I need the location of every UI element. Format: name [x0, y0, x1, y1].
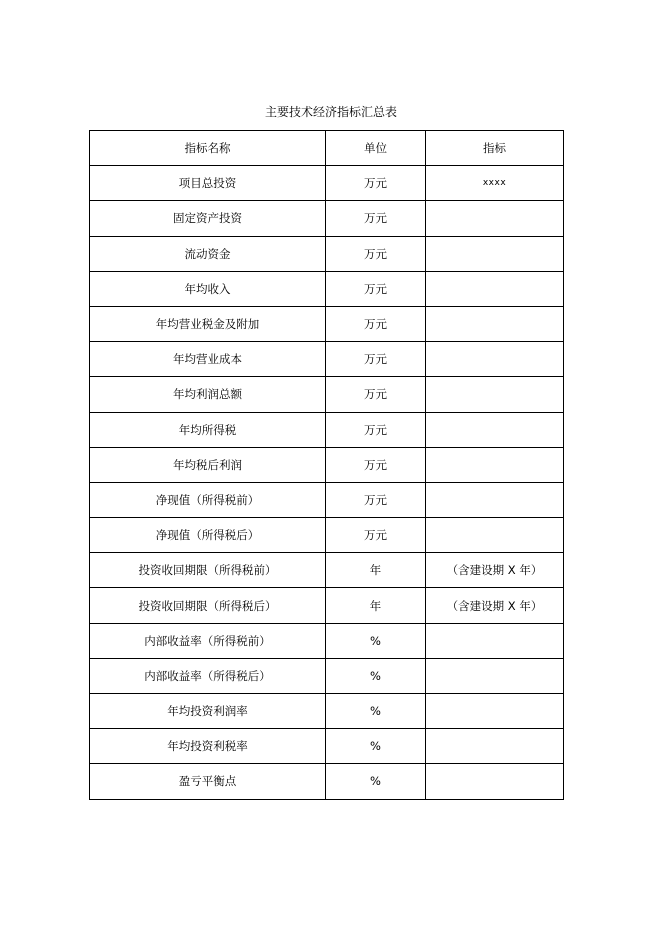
table-body: [90, 166, 564, 799]
cell-unit: 年: [326, 588, 426, 623]
cell-value: [426, 306, 564, 341]
table-row: [90, 201, 564, 236]
page-title: 主要技术经济指标汇总表: [264, 105, 397, 119]
cell-name: 净现值（所得税后）: [90, 518, 326, 553]
cell-unit: %: [326, 623, 426, 658]
cell-name: 流动资金: [90, 236, 326, 271]
cell-value: [426, 658, 564, 693]
cell-unit: %: [326, 729, 426, 764]
indicator-summary-table: [89, 130, 564, 800]
cell-value: [426, 377, 564, 412]
cell-value: [426, 412, 564, 447]
cell-name: 投资收回期限（所得税后）: [90, 588, 326, 623]
table-row: [90, 553, 564, 588]
cell-value: [426, 482, 564, 517]
table-row: [90, 658, 564, 693]
cell-name: 内部收益率（所得税后）: [90, 658, 326, 693]
cell-name: 年均投资利税率: [90, 729, 326, 764]
cell-value: [426, 201, 564, 236]
table-row: [90, 342, 564, 377]
table-row: [90, 588, 564, 623]
cell-value: [426, 623, 564, 658]
cell-value: [426, 342, 564, 377]
table-row: [90, 764, 564, 799]
cell-unit: 万元: [326, 306, 426, 341]
column-header-unit: 单位: [326, 131, 426, 166]
cell-unit: 万元: [326, 482, 426, 517]
cell-name: 年均收入: [90, 271, 326, 306]
table-row: [90, 166, 564, 201]
cell-unit: 万元: [326, 412, 426, 447]
cell-unit: 年: [326, 553, 426, 588]
cell-value: [426, 447, 564, 482]
table-row: [90, 729, 564, 764]
table-row: [90, 271, 564, 306]
table-row: [90, 412, 564, 447]
cell-unit: 万元: [326, 447, 426, 482]
cell-unit: 万元: [326, 201, 426, 236]
cell-name: 年均营业成本: [90, 342, 326, 377]
cell-name: 投资收回期限（所得税前）: [90, 553, 326, 588]
cell-value: [426, 764, 564, 799]
column-header-name: 指标名称: [90, 131, 326, 166]
cell-name: 盈亏平衡点: [90, 764, 326, 799]
cell-name: 净现值（所得税前）: [90, 482, 326, 517]
table-row: [90, 482, 564, 517]
cell-value: [426, 518, 564, 553]
cell-value: （含建设期 X 年）: [426, 588, 564, 623]
cell-name: 年均利润总额: [90, 377, 326, 412]
cell-value: （含建设期 X 年）: [426, 553, 564, 588]
cell-unit: %: [326, 694, 426, 729]
cell-name: 年均营业税金及附加: [90, 306, 326, 341]
cell-unit: 万元: [326, 342, 426, 377]
cell-unit: 万元: [326, 518, 426, 553]
cell-value: [426, 694, 564, 729]
cell-value: [426, 236, 564, 271]
table-row: [90, 377, 564, 412]
cell-name: 项目总投资: [90, 166, 326, 201]
cell-unit: 万元: [326, 271, 426, 306]
cell-unit: 万元: [326, 166, 426, 201]
cell-name: 固定资产投资: [90, 201, 326, 236]
table-header-row: [90, 131, 564, 166]
table-row: [90, 306, 564, 341]
table-row: [90, 447, 564, 482]
table-row: [90, 623, 564, 658]
column-header-value: 指标: [426, 131, 564, 166]
cell-unit: %: [326, 658, 426, 693]
cell-name: 内部收益率（所得税前）: [90, 623, 326, 658]
cell-unit: %: [326, 764, 426, 799]
cell-name: 年均投资利润率: [90, 694, 326, 729]
cell-unit: 万元: [326, 236, 426, 271]
table-row: [90, 694, 564, 729]
cell-name: 年均所得税: [90, 412, 326, 447]
table-row: [90, 236, 564, 271]
table-row: [90, 518, 564, 553]
cell-unit: 万元: [326, 377, 426, 412]
cell-value: [426, 271, 564, 306]
cell-name: 年均税后利润: [90, 447, 326, 482]
cell-value: [426, 729, 564, 764]
cell-value: xxxx: [426, 166, 564, 201]
